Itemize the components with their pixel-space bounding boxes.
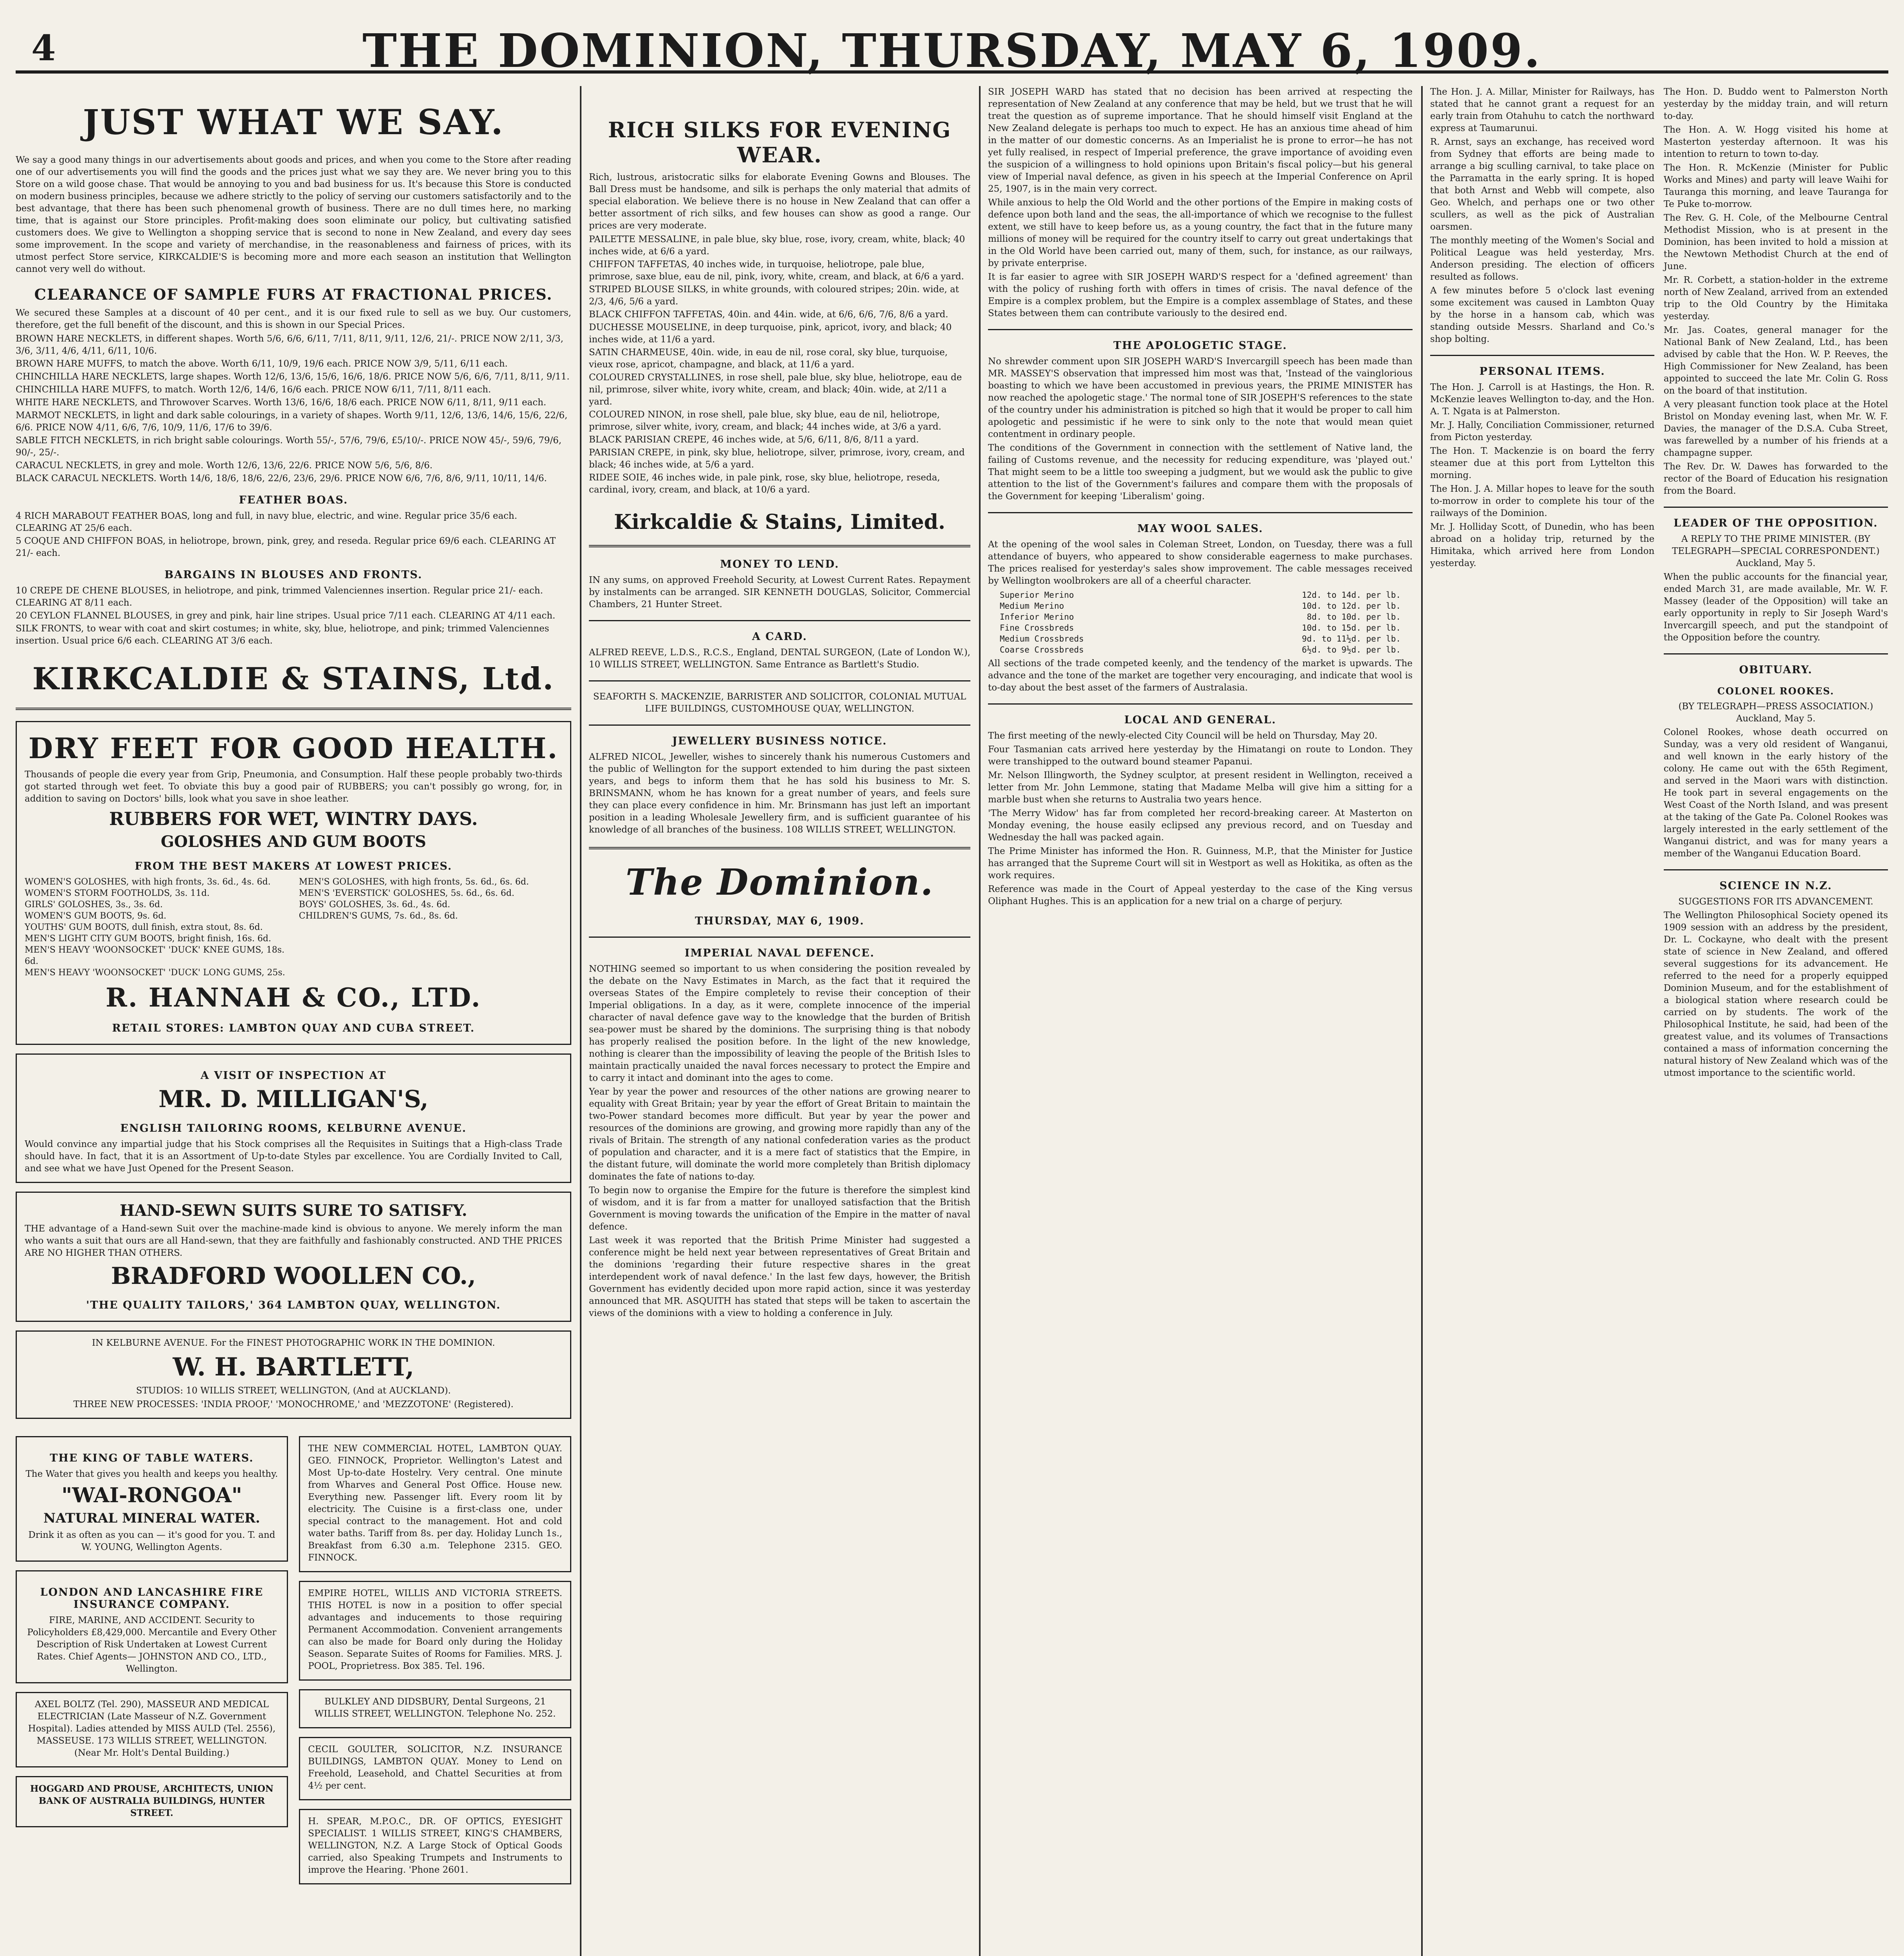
apologetic-para: No shrewder comment upon SIR JOSEPH WARD'S Invercargill speech has been made than MR. MASSEY'S observation that impressed him most was that, 'Instead of the vainglorious boasting to which we have been accustomed in previous years, the PRIME MINISTER has now reached the apologetic stage.' The normal tone of SIR JOSEPH'S references to the state of the country under his administration is pitched so high that it would be proper to call him apologetic and pessimistic if he were to sink only to the note that would mean quiet contentment in ordinary people. <box>988 356 1413 439</box>
divider <box>589 937 970 938</box>
small-ads-right <box>299 1427 571 1893</box>
hannah-sub: RETAIL STORES: LAMBTON QUAY AND CUBA STREET. <box>112 1022 475 1034</box>
local-para: The first meeting of the newly-elected City Council will be held on Thursday, May 20. <box>988 731 1378 741</box>
silk-item: PAILETTE MESSALINE, in pale blue, sky blue, rose, ivory, cream, white, black; 40 inches wide, at 6/6 a yard. <box>589 234 965 257</box>
wool-price: 12d. to 14d. per lb. <box>1302 590 1401 600</box>
fur-item: MARMOT NECKLETS, in light and dark sable colourings, in a variety of shapes. Worth 9/11, 12/6, 13/6, 14/6, 15/6, 22/6, 6/6. PRICE NOW 4/11, 6/6, 7/6, 10/9, 11/6, 17/6 to 39/6. <box>16 410 568 433</box>
page-number: 4 <box>31 27 56 69</box>
wool-head: MAY WOOL SALES. <box>1137 523 1263 535</box>
science-sub: SUGGESTIONS FOR ITS ADVANCEMENT. <box>1678 897 1873 907</box>
goloshes-title: GOLOSHES AND GUM BOOTS <box>160 832 427 851</box>
apologetic-para: The conditions of the Government in connection with the settlement of Native land, the failing of Customs revenue, and the necessity for reducing expenditure, was 'played out.' That might seem to be a little too sweeping a judgment, but we would ask the public to give attention to the list of the Government's failures and compare them with the proposals of the Government for keeping 'Liberalism' going. <box>988 443 1413 502</box>
jewellery-head: JEWELLERY BUSINESS NOTICE. <box>672 735 887 747</box>
wool-row <box>1000 644 1401 655</box>
fur-item: CHINCHILLA HARE NECKLETS, large shapes. Worth 12/6, 13/6, 15/6, 16/6, 18/6. PRICE NOW 5/6, 6/6, 7/11, 8/11, 9/11. <box>16 372 570 382</box>
money-text: IN any sums, on approved Freehold Security, at Lowest Current Rates. Repayment by instalments can be arranged. SIR KENNETH DOUGLAS, Solicitor, Commercial Chambers, 21 Hunter Street. <box>589 575 970 609</box>
paper-date: THURSDAY, MAY 6, 1909. <box>695 915 864 927</box>
dry-feet-text: Thousands of people die every year from Grip, Pneumonia, and Consumption. Half these people probably two-thirds got started through wet feet. To obviate this buy a good pair of RUBBERS; you can't possibly go wrong, for, in addition to saving on Doctors' bills, look what you save in shoe leather. <box>25 769 562 804</box>
divider <box>1664 653 1888 654</box>
obit-sub: (BY TELEGRAPH—PRESS ASSOCIATION.) Auckland, May 5. <box>1678 701 1873 724</box>
fur-item: BROWN HARE MUFFS, to match the above. Worth 6/11, 10/9, 19/6 each. PRICE NOW 3/9, 5/11, 6/11 each. <box>16 359 508 369</box>
hoggard-ad <box>16 1776 288 1827</box>
personal-para: Mr. J. Hally, Conciliation Commissioner, returned from Picton yesterday. <box>1430 420 1655 442</box>
divider <box>589 847 970 849</box>
silk-item: BLACK CHIFFON TAFFETAS, 40in. and 44in. wide, at 6/6, 6/6, 7/6, 8/6 a yard. <box>589 309 948 320</box>
bartlett-proc: THREE NEW PROCESSES: 'INDIA PROOF,' 'MONOCHROME,' and 'MEZZOTONE' (Registered). <box>73 1399 514 1409</box>
bartlett-pre: IN KELBURNE AVENUE. For the FINEST PHOTOGRAPHIC WORK IN THE DOMINION. <box>92 1338 495 1348</box>
wairongoa-text: The Water that gives you health and keeps you healthy. <box>25 1469 278 1479</box>
furs-heading: CLEARANCE OF SAMPLE FURS AT FRACTIONAL PRICES. <box>34 286 553 303</box>
seaforth-text: SEAFORTH S. MACKENZIE, BARRISTER AND SOLICITOR, COLONIAL MUTUAL LIFE BUILDINGS, CUSTOMHOUSE QUAY, WELLINGTON. <box>593 692 966 714</box>
ad-heading: JUST WHAT WE SAY. <box>83 102 504 142</box>
fur-item: BROWN HARE NECKLETS, in different shapes. Worth 5/6, 6/6, 6/11, 7/11, 8/11, 9/11, 12/6, 21/-. PRICE NOW 2/11, 3/3, 3/6, 3/11, 4/6, 4/11, 6/11, 10/6. <box>16 334 563 356</box>
bradford-name: BRADFORD WOOLLEN CO., <box>111 1262 476 1290</box>
hannah-ad <box>16 721 571 1045</box>
boltz-text: AXEL BOLTZ (Tel. 290), MASSEUR AND MEDICAL ELECTRICIAN (Late Masseur of N.Z. Government Hospital). Ladies attended by MISS AULD (Tel. 2556), MASSEUSE. 173 WILLIS STREET, WELLINGTON. (Near Mr. Holt's Dental Building.) <box>28 1699 276 1758</box>
divider <box>1664 507 1888 508</box>
personal-cont-para: Mr. Jas. Coates, general manager for the National Bank of New Zealand, Ltd., has been advised by cable that the Hon. W. P. Reeves, the High Commissioner for New Zealand, has been appointed to succeed the late Mr. Colin G. Ross on the board of that institution. <box>1663 325 1888 396</box>
golosh-item: WOMEN'S GOLOSHES, with high fronts, 3s. 6d., 4s. 6d. <box>25 877 271 887</box>
local-para: The Prime Minister has informed the Hon. R. Guinness, M.P., that the Minister for Justice has arranged that the Supreme Court will sit in Westport as well as Hokitika, as often as the work requires. <box>988 846 1413 881</box>
personal-head: PERSONAL ITEMS. <box>1479 365 1605 378</box>
silk-item: SATIN CHARMEUSE, 40in. wide, in eau de nil, rose coral, sky blue, turquoise, vieux rose, apricot, champagne, and black, at 11/6 a yard. <box>589 347 948 370</box>
goloshes-lists <box>25 876 562 978</box>
science-text: The Wellington Philosophical Society opened its 1909 session with an address by the president, Dr. L. Cockayne, who dealt with the present state of science in New Zealand, and offered several suggestions for its advancement. He referred to the need for a properly equipped Dominion Museum, and for the establishment of a biological station where research could be carried on by students. The work of the Philosophical Institute, he said, had been of the greatest value, and its volumes of Transactions contained a mass of information concerning the natural history of New Zealand which was of the utmost importance to the scientific world. <box>1663 910 1888 1078</box>
silk-item: DUCHESSE MOUSELINE, in deep turquoise, pink, apricot, ivory, and black; 40 inches wide, at 11/6 a yard. <box>589 322 952 345</box>
divider <box>1664 869 1888 870</box>
divider <box>988 329 1413 330</box>
wool-row <box>1000 622 1401 633</box>
boltz-ad <box>16 1692 288 1767</box>
divider <box>589 620 970 621</box>
lancashire-text: FIRE, MARINE, AND ACCIDENT. Security to Policyholders £8,429,000. Mercantile and Every Other Description of Risk Undertaken at Lowest Current Rates. Chief Agents— JOHNSTON AND CO., LTD., Wellington. <box>27 1615 277 1674</box>
divider <box>589 725 970 726</box>
bradford-ad <box>16 1192 571 1322</box>
divider <box>1430 355 1654 356</box>
leader-opp-sub: A REPLY TO THE PRIME MINISTER. (BY TELEGRAPH—SPECIAL CORRESPONDENT.) Auckland, May 5. <box>1672 534 1880 568</box>
golosh-item: MEN'S LIGHT CITY GUM BOOTS, bright finish, 16s. 6d. <box>25 934 272 944</box>
bargain-item: SILK FRONTS, to wear with coat and skirt costumes; in white, sky, blue, heliotrope, and pink; trimmed Valenciennes insertion. Usual price 6/6 each. CLEARING AT 3/6 each. <box>16 624 549 646</box>
col4-split <box>1430 86 1888 1081</box>
wairongoa-sub: NATURAL MINERAL WATER. <box>43 1510 260 1526</box>
newspaper-title: THE DOMINION, THURSDAY, MAY 6, 1909. <box>362 23 1542 78</box>
wairongoa-head: THE KING OF TABLE WATERS. <box>50 1452 254 1464</box>
jewellery-text: ALFRED NICOL, Jeweller, wishes to sincerely thank his numerous Customers and the public of Wellington for the support extended to him during the past sixteen years, and begs to inform them that he has sold his business to Mr. S. BRINSMANN, whom he has known for a great number of years, and feels sure they can place every confidence in him. Mr. Brinsmann has just left an important position in a leading Wholesale Jewellery firm, and is sufficient guarantee of his knowledge of all branches of the business. 108 WILLIS STREET, WELLINGTON. <box>589 752 970 835</box>
leader-para: NOTHING seemed so important to us when considering the position revealed by the debate on the Navy Estimates in March, as the fact that it required the overseas States of the Empire completely to revise their conception of their Imperial obligations. In a day, as it were, complete innocence of the imperial character of naval defence gave way to the knowledge that the burden of British sea-power must be shared by the dominions. The surprising thing is that nobody has properly realised the position before. In the light of the new knowledge, nothing is clearer than the impossibility of leaving the people of the British Isles to maintain practically unaided the naval forces necessary to protect the Empire and to carry it intact and dominant into the ages to come. <box>589 964 970 1083</box>
golosh-item: YOUTHS' GUM BOOTS, dull finish, extra stout, 8s. 6d. <box>25 922 263 932</box>
divider <box>589 545 970 547</box>
wool-row <box>1000 590 1401 600</box>
bulkley-text: BULKLEY AND DIDSBURY, Dental Surgeons, 21 WILLIS STREET, WELLINGTON. Telephone No. 252. <box>314 1697 556 1719</box>
divider <box>988 512 1413 513</box>
kirkcaldie-small: Kirkcaldie & Stains, Limited. <box>614 510 945 534</box>
wool-intro: At the opening of the wool sales in Coleman Street, London, on Tuesday, there was a full attendance of buyers, who appeared to show considerable eagerness to make purchases. The prices realised for yesterday's sales show improvement. The cable messages received by Wellington woolbrokers are all of a cheerful character. <box>988 539 1413 586</box>
divider <box>589 680 970 681</box>
wool-price-table <box>1000 590 1401 655</box>
news-para: The Hon. J. A. Millar, Minister for Railways, has stated that he cannot grant a request for an early train from Otahuhu to catch the northward express at Taumarunui. <box>1430 87 1655 133</box>
local-para: Reference was made in the Court of Appeal yesterday to the case of the King versus Oliphant Hughes. This is an application for a new trial on a charge of perjury. <box>988 884 1413 906</box>
leader-para: To begin now to organise the Empire for the future is therefore the simplest kind of wisdom, and it is far from a matter for unalloyed satisfaction that the British Government is moving towards the unification of the Empire in the matter of naval defence. <box>589 1185 970 1232</box>
leader-cont-para: It is far easier to agree with SIR JOSEPH WARD'S respect for a 'defined agreement' than with the policy of rushing forth with offers in times of crisis. The naval defence of the Empire is a complex problem, but the Empire is a complex assemblage of States, and these States between them can contribute variously to the desired end. <box>988 272 1413 318</box>
silks-intro: Rich, lustrous, aristocratic silks for elaborate Evening Gowns and Blouses. The Ball Dress must be handsome, and silk is perhaps the only material that admits of special elaboration. We believe there is no house in New Zealand that can offer a better assortment of rich silks, and few houses can show as good a range. Our prices are very moderate. <box>589 172 970 231</box>
personal-cont-para: The Hon. A. W. Hogg visited his home at Masterton yesterday afternoon. It was his intention to return to town to-day. <box>1663 125 1888 159</box>
kirkcaldie-logo: KIRKCALDIE & STAINS, Ltd. <box>32 661 555 697</box>
leader-opp-head: LEADER OF THE OPPOSITION. <box>1674 517 1878 529</box>
silk-item: STRIPED BLOUSE SILKS, in white grounds, with coloured stripes; 20in. wide, at 2/3, 4/6, 5/6 a yard. <box>589 284 959 307</box>
col4-right <box>1664 86 1888 1081</box>
column-rule <box>1421 86 1423 1956</box>
dry-feet-title: DRY FEET FOR GOOD HEALTH. <box>28 732 559 765</box>
personal-para: The Hon. J. A. Millar hopes to leave for the south to-morrow in order to complete his tour of the railways of the Dominion. <box>1430 484 1655 518</box>
leader-opp-text: When the public accounts for the financial year, ended March 31, are made available, Mr. W. F. Massey (leader of the Opposition) will take an early opportunity in reply to Sir Joseph Ward's Invercargill speech, and put the standpoint of the Opposition before the country. <box>1663 572 1888 643</box>
leader-para: Last week it was reported that the British Prime Minister had suggested a conference might be held next year between representatives of Great Britain and the dominions 'regarding their future respective shares in the great interdependent work of naval defence.' In the last few days, however, the British Government has evidently decided upon more rapid action, since it was yesterday announced that MR. ASQUITH has stated that steps will be taken to ascertain the views of the dominions with a view to holding a conference in July. <box>589 1235 970 1318</box>
ad-intro: We say a good many things in our advertisements about goods and prices, and when you come to the Store after reading one of our advertisements you will find the goods and the prices just what we say they are. We never bring you to this Store on a wild goose chase. That would be annoying to you and bad business for us. It's because this Store is conducted on modern business principles, because we adhere strictly to the policy of serving our customers satisfactorily and to the best advantage, that there has been such phenomenal growth of business. There are no dull times here, no marking time, that is against our Store principles. Profit-making does soon eliminate our policy, but cultivating satisfied customers does. We give to Wellington a shopping service that is second to none in New Zealand, and every day sees some improvement. In the scope and variety of merchandise, in the reasonableness and fairness of prices, with its utmost perfect Store service, KIRKCALDIE'S is becoming more and more each season an institution that Wellington cannot very well do without. <box>16 155 571 274</box>
golosh-item: WOMEN'S GUM BOOTS, 9s. 6d. <box>25 911 167 921</box>
personal-para: Mr. J. Holliday Scott, of Dunedin, who has been abroad on a holiday trip, returned by the Himitaka, which arrived here from London yesterday. <box>1430 522 1655 568</box>
wool-after: All sections of the trade competed keenly, and the tendency of the market is upwards. The advance and the tone of the market are together very encouraging, and indicate that wool is to-day about the best asset of the farmers of Australasia. <box>988 658 1413 693</box>
apologetic-head: THE APOLOGETIC STAGE. <box>1113 340 1287 352</box>
bartlett-name: W. H. BARTLETT, <box>173 1352 414 1382</box>
fur-item: CHINCHILLA HARE MUFFS, to match. Worth 12/6, 14/6, 16/6 each. PRICE NOW 6/11, 7/11, 8/11 each. <box>16 385 491 395</box>
small-ads-left <box>16 1427 288 1893</box>
obit-text: Colonel Rookes, whose death occurred on Sunday, was a very old resident of Wanganui, and well known in the early history of the colony. He came out with the 65th Regiment, and served in the Maori wars with distinction. He took part in several engagements on the West Coast of the North Island, and was present at the taking of the Gate Pa. Colonel Rookes was largely interested in the early settlement of the Wanganui district, and was for many years a member of the Wanganui Education Board. <box>1663 727 1888 859</box>
bargains-heading: BARGAINS IN BLOUSES AND FRONTS. <box>164 569 423 581</box>
lancashire-head: LONDON AND LANCASHIRE FIRE INSURANCE COMPANY. <box>40 1586 264 1611</box>
fur-item: CARACUL NECKLETS, in grey and mole. Worth 12/6, 13/6, 22/6. PRICE NOW 5/6, 5/6, 8/6. <box>16 460 433 471</box>
hannah-name: R. HANNAH & CO., LTD. <box>105 982 482 1013</box>
personal-para: The Hon. J. Carroll is at Hastings, the Hon. R. McKenzie leaves Wellington to-day, and the Hon. A. T. Ngata is at Palmerston. <box>1430 382 1655 417</box>
golosh-item: MEN'S 'EVERSTICK' GOLOSHES, 5s. 6d., 6s. 6d. <box>299 888 515 898</box>
wool-grade: Coarse Crossbreds <box>1000 645 1084 654</box>
wool-grade: Fine Crossbreds <box>1000 623 1074 633</box>
wool-price: 10d. to 12d. per lb. <box>1302 601 1401 611</box>
wairongoa-ad <box>16 1436 288 1562</box>
leader-head: IMPERIAL NAVAL DEFENCE. <box>684 947 875 959</box>
personal-cont-para: The Hon. R. McKenzie (Minister for Public Works and Mines) and party will leave Waihi for Tauranga this morning, and leave Tauranga for Te Puke to-morrow. <box>1663 163 1888 209</box>
wool-grade: Superior Merino <box>1000 590 1074 600</box>
boa-item: 5 COQUE AND CHIFFON BOAS, in heliotrope, brown, pink, grey, and reseda. Regular price 69/6 each. CLEARING AT 21/- each. <box>16 536 556 558</box>
column-rule <box>580 86 581 1956</box>
personal-cont-para: The Rev. Dr. W. Dawes has forwarded to the rector of the Board of Education his resignation from the Board. <box>1663 462 1888 496</box>
card-text: ALFRED REEVE, L.D.S., R.C.S., England, DENTAL SURGEON, (Late of London W.), 10 WILLIS STREET, WELLINGTON. Same Entrance as Bartlett's Studio. <box>589 647 970 670</box>
bradford-sub: 'THE QUALITY TAILORS,' 364 LAMBTON QUAY, WELLINGTON. <box>86 1299 501 1311</box>
local-para: Mr. Nelson Illingworth, the Sydney sculptor, at present resident in Wellington, received a letter from Mr. John Lemmone, stating that Madame Melba will give him a sitting for a marble bust when she returns to Australia two years hence. <box>988 770 1413 805</box>
personal-cont-para: A very pleasant function took place at the Hotel Bristol on Monday evening last, when Mr. W. F. Davies, the manager of the D.S.A. Cuba Street, was farewelled by a number of his friends at a champagne supper. <box>1663 399 1888 458</box>
rubbers-title: RUBBERS FOR WET, WINTRY DAYS. <box>109 808 478 829</box>
wool-row <box>1000 600 1401 611</box>
news-para: A few minutes before 5 o'clock last evening some excitement was caused in Lambton Quay by the horse in a hansom cab, which was standing outside Messrs. Sharland and Co.'s shop bolting. <box>1430 286 1655 344</box>
wool-price: 10d. to 15d. per lb. <box>1302 623 1401 633</box>
wool-price: 6½d. to 9½d. per lb. <box>1302 645 1401 654</box>
science-head: SCIENCE IN N.Z. <box>1719 880 1832 892</box>
obit-name: COLONEL ROOKES. <box>1717 685 1834 697</box>
small-ads-row <box>16 1427 571 1893</box>
local-head: LOCAL AND GENERAL. <box>1124 714 1276 726</box>
empire-hotel-ad <box>299 1581 571 1681</box>
bartlett-addr: STUDIOS: 10 WILLIS STREET, WELLINGTON, (And at AUCKLAND). <box>136 1386 451 1396</box>
personal-cont-para: The Rev. G. H. Cole, of the Melbourne Central Methodist Mission, who is at present in the Dominion, has been invited to hold a mission at the Newtown Methodist Church at the end of June. <box>1663 213 1888 271</box>
silk-item: COLOURED CRYSTALLINES, in rose shell, pale blue, sky blue, heliotrope, eau de nil, primrose, silver white, ivory white, cream, and black; 40in. wide, at 2/11 a yard. <box>589 372 962 407</box>
spear-ad <box>299 1809 571 1884</box>
bartlett-ad <box>16 1330 571 1419</box>
column-1 <box>16 86 571 1956</box>
column-3 <box>988 86 1413 1956</box>
milligan-sub: ENGLISH TAILORING ROOMS, KELBURNE AVENUE. <box>120 1122 467 1134</box>
silk-item: COLOURED NINON, in rose shell, pale blue, sky blue, eau de nil, heliotrope, primrose, silver white, ivory, cream, and black; 44 inches wide, at 3/6 a yard. <box>589 410 941 432</box>
local-para: 'The Merry Widow' has far from completed her record-breaking career. At Masterton on Monday evening, the house easily eclipsed any previous record, and on Tuesday and Wednesday the hall was packed again. <box>988 808 1413 843</box>
divider <box>988 703 1413 705</box>
silk-item: RIDEE SOIE, 46 inches wide, in pale pink, rose, sky blue, heliotrope, reseda, cardinal, ivory, cream, and black, at 10/6 a yard. <box>589 473 940 495</box>
divider <box>16 708 571 710</box>
commercial-hotel-ad <box>299 1436 571 1572</box>
wairongoa-name: "WAI-RONGOA" <box>61 1483 242 1507</box>
column-4 <box>1430 86 1888 1956</box>
personal-cont-para: Mr. R. Corbett, a station-holder in the extreme north of New Zealand, arrived from an extended trip to the Old Country by the Himitaka yesterday. <box>1663 275 1888 322</box>
obituary-head: OBITUARY. <box>1739 664 1813 676</box>
news-para: R. Arnst, says an exchange, has received word from Sydney that efforts are being made to arrange a big sculling carnival, to take place on the Parramatta in the early spring. It is hoped that both Arnst and Webb will compete, also Geo. Whelch, and perhaps one or two other scullers, as well as the pick of Australian oarsmen. <box>1430 137 1655 232</box>
column-2 <box>589 86 970 1956</box>
fur-item: WHITE HARE NECKLETS, and Throwover Scarves. Worth 13/6, 16/6, 18/6 each. PRICE NOW 6/11, 8/11, 9/11 each. <box>16 397 547 408</box>
wool-price: 8d. to 10d. per lb. <box>1307 612 1401 622</box>
boa-item: 4 RICH MARABOUT FEATHER BOAS, long and full, in navy blue, electric, and wine. Regular price 35/6 each. CLEARING AT 25/6 each. <box>16 511 517 533</box>
wool-row <box>1000 611 1401 622</box>
col4-left <box>1430 86 1654 1081</box>
money-head: MONEY TO LEND. <box>720 558 839 570</box>
milligan-name: MR. D. MILLIGAN'S, <box>158 1086 428 1113</box>
milligan-ad <box>16 1054 571 1183</box>
local-para: Four Tasmanian cats arrived here yesterday by the Himatangi on route to London. They were transhipped to the outward bound steamer Papanui. <box>988 744 1413 767</box>
personal-cont-para: The Hon. D. Buddo went to Palmerston North yesterday by the midday train, and will return to-day. <box>1663 87 1888 121</box>
goulter-text: CECIL GOULTER, SOLICITOR, N.Z. INSURANCE BUILDINGS, LAMBTON QUAY. Money to Lend on Freehold, Leasehold, and Chattel Securities at from 4½ per cent. <box>308 1744 562 1791</box>
wool-grade: Inferior Merino <box>1000 612 1074 622</box>
wool-row <box>1000 633 1401 644</box>
silk-item: PARISIAN CREPE, in pink, sky blue, heliotrope, silver, primrose, ivory, cream, and black; 46 inches wide, at 5/6 a yard. <box>589 448 965 470</box>
golosh-item: WOMEN'S STORM FOOTHOLDS, 3s. 11d. <box>25 888 210 898</box>
goloshes-sub: FROM THE BEST MAKERS AT LOWEST PRICES. <box>135 860 452 872</box>
column-rule <box>979 86 981 1956</box>
card-head: A CARD. <box>752 631 808 643</box>
milligan-text: Would convince any impartial judge that his Stock comprises all the Requisites in Suitings that a High-class Trade should have. In fact, that it is an Assortment of Up-to-date Styles par excellence. You are Cordially Invited to Call, and see what we have Just Opened for the Present Season. <box>25 1139 562 1174</box>
silk-item: CHIFFON TAFFETAS, 40 inches wide, in turquoise, heliotrope, pale blue, primrose, saxe blue, eau de nil, pink, ivory, white, cream, and black, at 6/6 a yard. <box>589 259 964 282</box>
bulkley-ad <box>299 1689 571 1728</box>
golosh-item: MEN'S HEAVY 'WOONSOCKET' 'DUCK' LONG GUMS, 25s. <box>25 968 285 978</box>
paper-nameplate: The Dominion. <box>625 861 934 903</box>
golosh-item: MEN'S GOLOSHES, with high fronts, 5s. 6d., 6s. 6d. <box>299 877 529 887</box>
golosh-item: GIRLS' GOLOSHES, 3s., 3s. 6d. <box>25 900 163 910</box>
lancashire-ad <box>16 1570 288 1683</box>
wool-grade: Medium Crossbreds <box>1000 634 1084 644</box>
golosh-item: MEN'S HEAVY 'WOONSOCKET' 'DUCK' KNEE GUMS, 18s. 6d. <box>25 945 285 966</box>
wool-grade: Medium Merino <box>1000 601 1064 611</box>
wool-price: 9d. to 11½d. per lb. <box>1302 634 1401 644</box>
bargain-item: 20 CEYLON FLANNEL BLOUSES, in grey and pink, hair line stripes. Usual price 7/11 each. CLEARING AT 4/11 each. <box>16 611 556 621</box>
wairongoa-foot: Drink it as often as you can — it's good for you. T. and W. YOUNG, Wellington Agents. <box>28 1530 275 1552</box>
leader-cont-para: SIR JOSEPH WARD has stated that no decision has been arrived at respecting the representation of New Zealand at any conference that may be held, but we trust that he will treat the question as of supreme importance. That he should himself visit England at the New Zealand delegate is perhaps too much to expect. He has an anxious time ahead of him in the matter of our domestic concerns. As an Imperialist he is prone to error—he has not yet fully realised, in respect of Imperial preference, the grave importance of avoiding even the suspicion of a willingness to hold opinions upon Britain's fiscal policy—but his general view of Imperial naval defence, as given in his speech at the Imperial Conference on April 25, 1907, is in the main very correct. <box>988 87 1413 194</box>
empire-hotel-text: EMPIRE HOTEL, WILLIS AND VICTORIA STREETS. THIS HOTEL is now in a position to offer special advantages and inducements to those requiring Permanent Accommodation. Convenient arrangements can also be made for Board only during the Holiday Season. Separate Suites of Rooms for Families. MRS. J. POOL, Proprietress. Box 385. Tel. 196. <box>308 1588 562 1671</box>
leader-cont-para: While anxious to help the Old World and the other portions of the Empire in making costs of defence upon both land and the seas, the all-importance of which we recognise to the fullest extent, we still have to keep before us, as a young country, the fact that in the future many millions of money will be required for the country itself to carry out great undertakings that in the Old World have been carried out, many of them, such, for instance, as our railways, by private enterprise. <box>988 198 1413 268</box>
spear-text: H. SPEAR, M.P.O.C., DR. OF OPTICS, EYESIGHT SPECIALIST. 1 WILLIS STREET, KING'S CHAMBERS, WELLINGTON, N.Z. A Large Stock of Optical Goods carried, also Speaking Trumpets and Instruments to improve the Hearing. 'Phone 2601. <box>308 1816 562 1875</box>
fur-item: BLACK CARACUL NECKLETS. Worth 14/6, 18/6, 18/6, 22/6, 23/6, 29/6. PRICE NOW 6/6, 7/6, 8/6, 9/11, 10/11, 14/6. <box>16 473 547 484</box>
milligan-pre: A VISIT OF INSPECTION AT <box>200 1070 387 1082</box>
personal-para: The Hon. T. Mackenzie is on board the ferry steamer due at this port from Lyttelton this morning. <box>1430 446 1655 480</box>
bradford-text: THE advantage of a Hand-sewn Suit over the machine-made kind is obvious to anyone. We merely inform the man who wants a suit that ours are all Hand-sewn, that they are faithfully and fashionably constructed. AND THE PRICES ARE NO HIGHER THAN OTHERS. <box>25 1224 562 1258</box>
leader-para: Year by year the power and resources of the other nations are growing nearer to equality with Great Britain; year by year the effort of Great Britain to maintain the two-Power standard becomes more difficult. But year by year the power and resources of the dominions are growing, and growing more rapidly than any of the rivals of Britain. The strength of any national confederation varies as the product of population and character, and it is a mere fact of statistics that the Empire, in the distant future, will dominate the world more completely than British diplomacy dominates the fate of nations to-day. <box>589 1087 970 1182</box>
bradford-head: HAND-SEWN SUITS SURE TO SATISFY. <box>119 1201 468 1220</box>
silks-heading: RICH SILKS FOR EVENING WEAR. <box>608 117 952 167</box>
goulter-ad <box>299 1737 571 1800</box>
hoggard-text: HOGGARD AND PROUSE, ARCHITECTS, UNION BANK OF AUSTRALIA BUILDINGS, HUNTER STREET. <box>30 1783 274 1818</box>
bargain-item: 10 CREPE DE CHENE BLOUSES, in heliotrope, and pink, trimmed Valenciennes insertion. Regular price 21/- each. CLEARING AT 8/11 each. <box>16 586 543 608</box>
boas-heading: FEATHER BOAS. <box>239 494 348 506</box>
golosh-item: CHILDREN'S GUMS, 7s. 6d., 8s. 6d. <box>299 911 458 921</box>
furs-intro: We secured these Samples at a discount of 40 per cent., and it is our fixed rule to sell as we buy. Our customers, therefore, get the full benefit of the discount, and this is shown in our Special Prices. <box>16 308 571 330</box>
commercial-hotel-text: THE NEW COMMERCIAL HOTEL, LAMBTON QUAY. GEO. FINNOCK, Proprietor. Wellington's Latest and Most Up-to-date Hostelry. Very central. One minute from Wharves and General Post Office. House new. Everything new. Passenger lift. Every room lit by electricity. The Cuisine is a first-class one, under special contract to the management. Hot and cold water baths. Tariff from 8s. per day. Holiday Lunch 1s., Breakfast from 6.30 a.m. Telephone 2315. GEO. FINNOCK. <box>308 1444 562 1563</box>
golosh-item: BOYS' GOLOSHES, 3s. 6d., 4s. 6d. <box>299 900 450 910</box>
silk-item: BLACK PARISIAN CREPE, 46 inches wide, at 5/6, 6/11, 8/6, 8/11 a yard. <box>589 435 919 445</box>
news-para: The monthly meeting of the Women's Social and Political League was held yesterday, Mrs. Anderson presiding. The election of officers resulted as follows. <box>1430 236 1655 282</box>
masthead <box>16 23 1888 78</box>
fur-item: SABLE FITCH NECKLETS, in rich bright sable colourings. Worth 55/-, 57/6, 79/6, £5/10/-. PRICE NOW 45/-, 59/6, 79/6, 90/-, 25/-. <box>16 435 562 458</box>
